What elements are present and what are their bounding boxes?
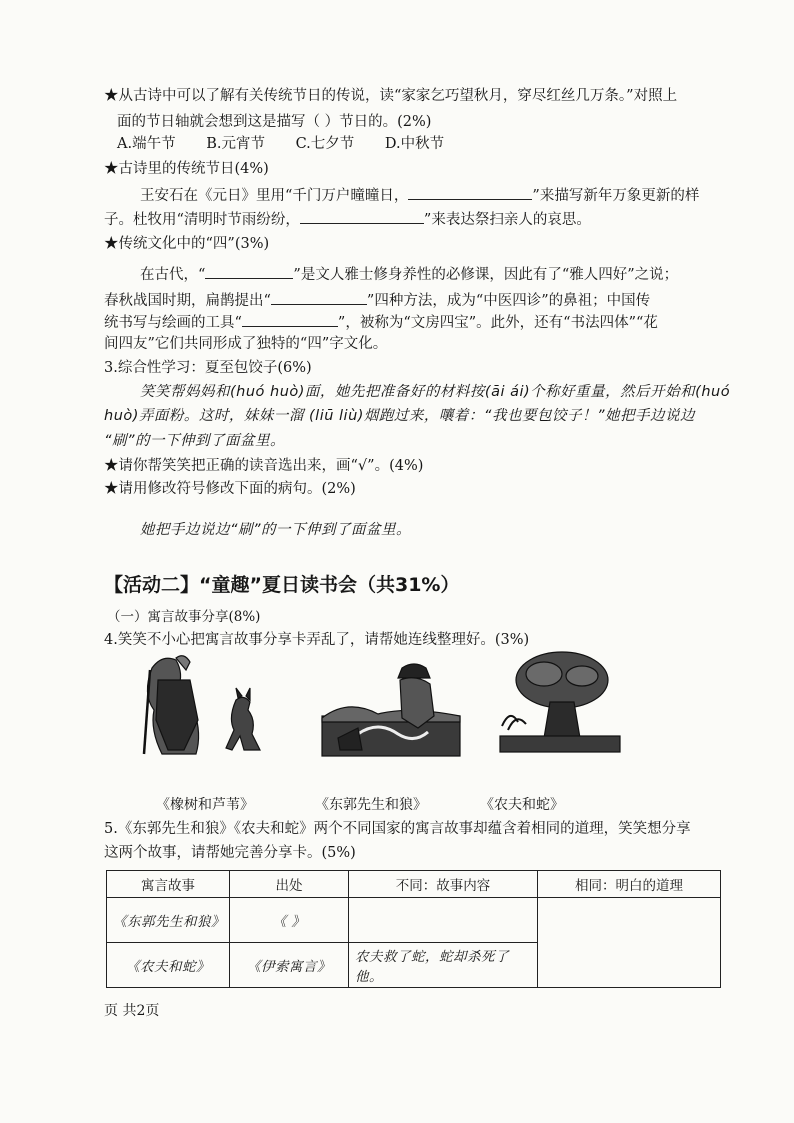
four-line4: 间四友”它们共同形成了独特的“四”字文化。 [104, 336, 388, 352]
four-line2-text: 春秋战国时期，扁鹊提出“ [104, 293, 271, 309]
poem-line2 [104, 207, 591, 230]
poem-line2-text-end: ”来表达祭扫亲人的哀思。 [423, 212, 591, 228]
festival-options [117, 134, 444, 154]
q3-task2: ★请用修改符号修改下面的病句。(2%) [104, 481, 356, 497]
poem-line1 [140, 183, 699, 206]
answer-blank-four-arts[interactable] [205, 262, 293, 279]
poem-heading: ★古诗里的传统节日(4%) [104, 161, 269, 177]
row2-content: 农夫救了蛇，蛇却杀死了他。 [349, 943, 538, 988]
four-line3 [104, 310, 658, 333]
table-row [107, 898, 721, 943]
activity2-title: 【活动二】“童趣”夏日读书会（共31%） [104, 574, 460, 596]
q3-passage-line1: 笑笑帮妈妈和(huó huò)面，她先把准备好的材料按(āi ái)个称好重量，然后开始和(huó [140, 384, 731, 400]
table-header-row [107, 871, 721, 898]
four-line2 [104, 288, 650, 311]
row1-source[interactable]: 《 》 [230, 898, 349, 943]
row2-story: 《农夫和蛇》 [107, 943, 230, 988]
answer-blank-yuanri[interactable] [408, 183, 532, 200]
answer-blank-qingming[interactable] [300, 207, 424, 224]
row2-source: 《伊索寓言》 [230, 943, 349, 988]
q5-prompt-line2: 这两个故事，请帮她完善分享卡。(5%) [104, 845, 356, 861]
four-line1-text: 在古代，“ [140, 267, 206, 283]
four-heading: ★传统文化中的“四”(3%) [104, 236, 270, 252]
poem-line2-text: 子。杜牧用“清明时节雨纷纷， [104, 212, 300, 228]
picture-farmer-and-snake[interactable] [318, 658, 464, 758]
four-line1-text-end: ”是文人雅士修身养性的必修课，因此有了“雅人四好”之说； [293, 267, 679, 283]
option-d[interactable]: D.中秋节 [384, 136, 445, 152]
caption-dongguo-and-wolf[interactable]: 《东郭先生和狼》 [315, 797, 427, 813]
header-common-lesson: 相同：明白的道理 [538, 871, 721, 898]
header-source: 出处 [230, 871, 349, 898]
fable-subheading: （一）寓言故事分享(8%) [107, 609, 261, 625]
row1-content[interactable] [349, 898, 538, 943]
poem-line1-text-end: ”来描写新年万象更新的样 [532, 188, 700, 204]
option-b[interactable]: B.元宵节 [206, 136, 265, 152]
common-lesson-cell[interactable] [538, 898, 721, 988]
answer-blank-four-diagnosis[interactable] [271, 288, 367, 305]
option-c[interactable]: C.七夕节 [295, 136, 355, 152]
q3-task1: ★请你帮笑笑把正确的读音选出来，画“√”。(4%) [104, 458, 424, 474]
four-line3-text: 统书写与绘画的工具“ [104, 315, 242, 331]
four-line1 [140, 262, 678, 285]
q3-heading: 3.综合性学习：夏至包饺子(6%) [104, 360, 312, 376]
q4-prompt: 4.笑笑不小心把寓言故事分享卡弄乱了，请帮她连线整理好。(3%) [104, 632, 530, 648]
picture-oak-and-reed[interactable] [496, 646, 624, 756]
four-line3-text-end: ”，被称为“文房四宝”。此外，还有“书法四体”“花 [337, 315, 658, 331]
option-a[interactable]: A.端午节 [117, 136, 176, 152]
q3-sick-sentence[interactable]: 她把手边说边“刷”的一下伸到了面盆里。 [140, 522, 412, 538]
page-footer: 页 共2页 [104, 1003, 160, 1019]
festival-question-line1: ★从古诗中可以了解有关传统节日的传说，读“家家乞巧望秋月，穿尽红丝几万条。”对照上 [104, 88, 678, 104]
caption-oak-and-reed[interactable]: 《橡树和芦苇》 [156, 797, 254, 813]
q5-prompt-line1: 5.《东郭先生和狼》《农夫和蛇》两个不同国家的寓言故事却蕴含着相同的道理，笑笑想分享 [104, 821, 691, 837]
poem-line1-text: 王安石在《元日》里用“千门万户曈曈日， [140, 188, 409, 204]
q3-passage-line3: “刷”的一下伸到了面盆里。 [104, 433, 286, 449]
answer-blank-four-treasures[interactable] [242, 310, 338, 327]
q3-passage-line2: huò)弄面粉。这时，妹妹一溜 (liū liù)烟跑过来，嚷着：“我也要包饺子！”她把手边说边 [104, 408, 695, 424]
header-difference: 不同：故事内容 [349, 871, 538, 898]
header-fable: 寓言故事 [107, 871, 230, 898]
share-card-table [106, 870, 721, 988]
row1-story: 《东郭先生和狼》 [107, 898, 230, 943]
festival-question-line2: 面的节日轴就会想到这是描写（ ）节日的。(2%) [117, 114, 432, 130]
picture-dongguo-and-wolf[interactable] [132, 650, 292, 760]
caption-farmer-and-snake[interactable]: 《农夫和蛇》 [480, 797, 564, 813]
four-line2-text-end: ”四种方法，成为“中医四诊”的鼻祖；中国传 [366, 293, 651, 309]
